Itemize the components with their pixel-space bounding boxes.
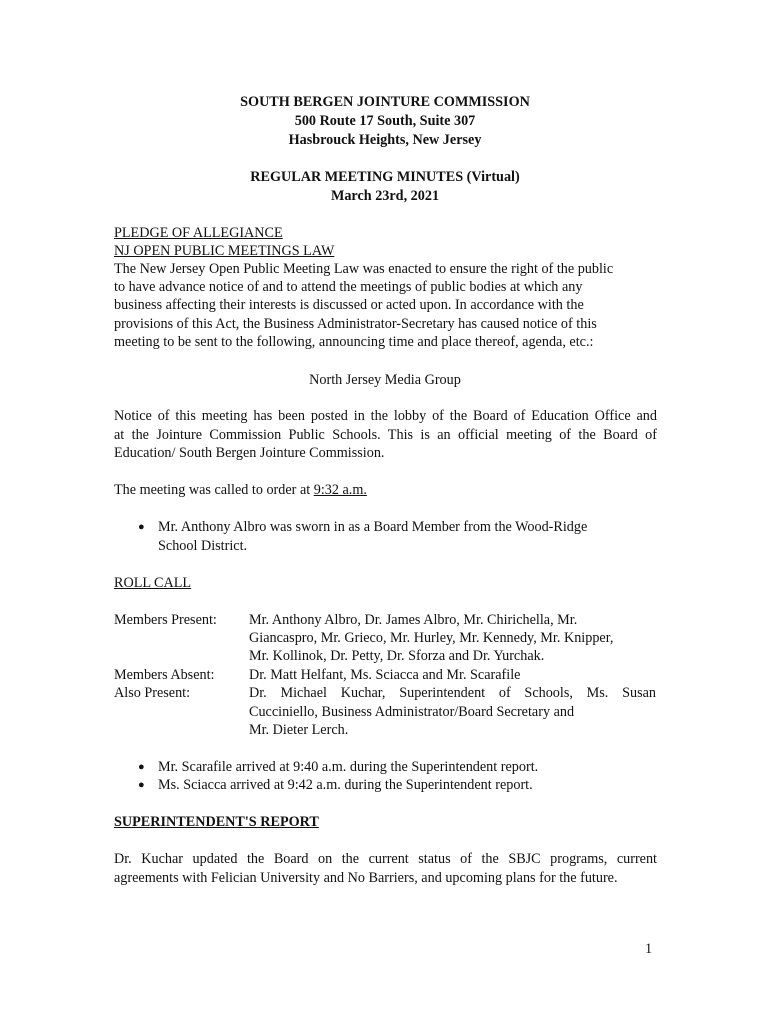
opma-line: business affecting their interests is discussed or acted upon. In accordance with the [114,297,584,313]
members-absent-label: Members Absent: [114,667,215,683]
also-present-line: Dr. Michael Kuchar, Superintendent of Schools, Ms. Susan [249,685,656,701]
opma-heading: NJ OPEN PUBLIC MEETINGS LAW [114,243,335,259]
opma-line: meeting to be sent to the following, announcing time and place thereof, agenda, etc.: [114,334,594,350]
members-present-line: Mr. Kollinok, Dr. Petty, Dr. Sforza and Dr. Yurchak. [249,648,545,664]
members-present-line: Mr. Anthony Albro, Dr. James Albro, Mr. Chirichella, Mr. [249,612,578,628]
superintendent-line: Dr. Kuchar updated the Board on the current status of the SBJC programs, current [114,851,657,867]
bullet-icon: ● [138,761,145,773]
meeting-date: March 23rd, 2021 [330,188,440,204]
opma-line: to have advance notice of and to attend the meetings of public bodies at which any [114,279,583,295]
page-number: 1 [645,941,653,957]
org-name: SOUTH BERGEN JOINTURE COMMISSION [240,94,530,110]
arrival-note: Mr. Scarafile arrived at 9:40 a.m. during the Superintendent report. [158,759,539,775]
notice-line: at the Jointure Commission Public Schools. This is an official meeting of the Board of [114,427,657,443]
arrival-note: Ms. Sciacca arrived at 9:42 a.m. during the Superintendent report. [158,777,533,793]
notice-line: Education/ South Bergen Jointure Commission. [114,445,385,461]
pledge-heading: PLEDGE OF ALLEGIANCE [114,225,283,241]
opma-line: The New Jersey Open Public Meeting Law was enacted to ensure the right of the public [114,261,614,277]
roll-call-heading: ROLL CALL [114,575,192,591]
members-absent-list: Dr. Matt Helfant, Ms. Sciacca and Mr. Scarafile [249,667,521,683]
call-to-order-text: The meeting was called to order at [114,482,314,498]
call-to-order-time: 9:32 a.m. [313,482,367,498]
notice-line: Notice of this meeting has been posted in the lobby of the Board of Education Office and [114,408,657,424]
also-present-line: Cucciniello, Business Administrator/Board Secretary and [249,704,575,720]
members-present-line: Giancaspro, Mr. Grieco, Mr. Hurley, Mr. Kennedy, Mr. Knipper, [249,630,614,646]
sworn-in-line: Mr. Anthony Albro was sworn in as a Board Member from the Wood-Ridge [158,519,588,535]
media-outlet: North Jersey Media Group [309,372,461,388]
opma-line: provisions of this Act, the Business Administrator-Secretary has caused notice of this [114,316,597,332]
members-present-label: Members Present: [114,612,217,628]
call-to-order [114,481,367,499]
bullet-icon: ● [138,779,145,791]
also-present-label: Also Present: [114,685,191,701]
sworn-in-line: School District. [158,538,248,554]
address-line-2: Hasbrouck Heights, New Jersey [288,132,482,148]
bullet-icon: ● [138,521,145,533]
superintendent-line: agreements with Felician University and No Barriers, and upcoming plans for the future. [114,870,618,886]
also-present-line: Mr. Dieter Lerch. [249,722,349,738]
document-title: REGULAR MEETING MINUTES (Virtual) [250,169,520,185]
address-line-1: 500 Route 17 South, Suite 307 [294,113,476,129]
superintendent-heading: SUPERINTENDENT'S REPORT [114,814,319,830]
